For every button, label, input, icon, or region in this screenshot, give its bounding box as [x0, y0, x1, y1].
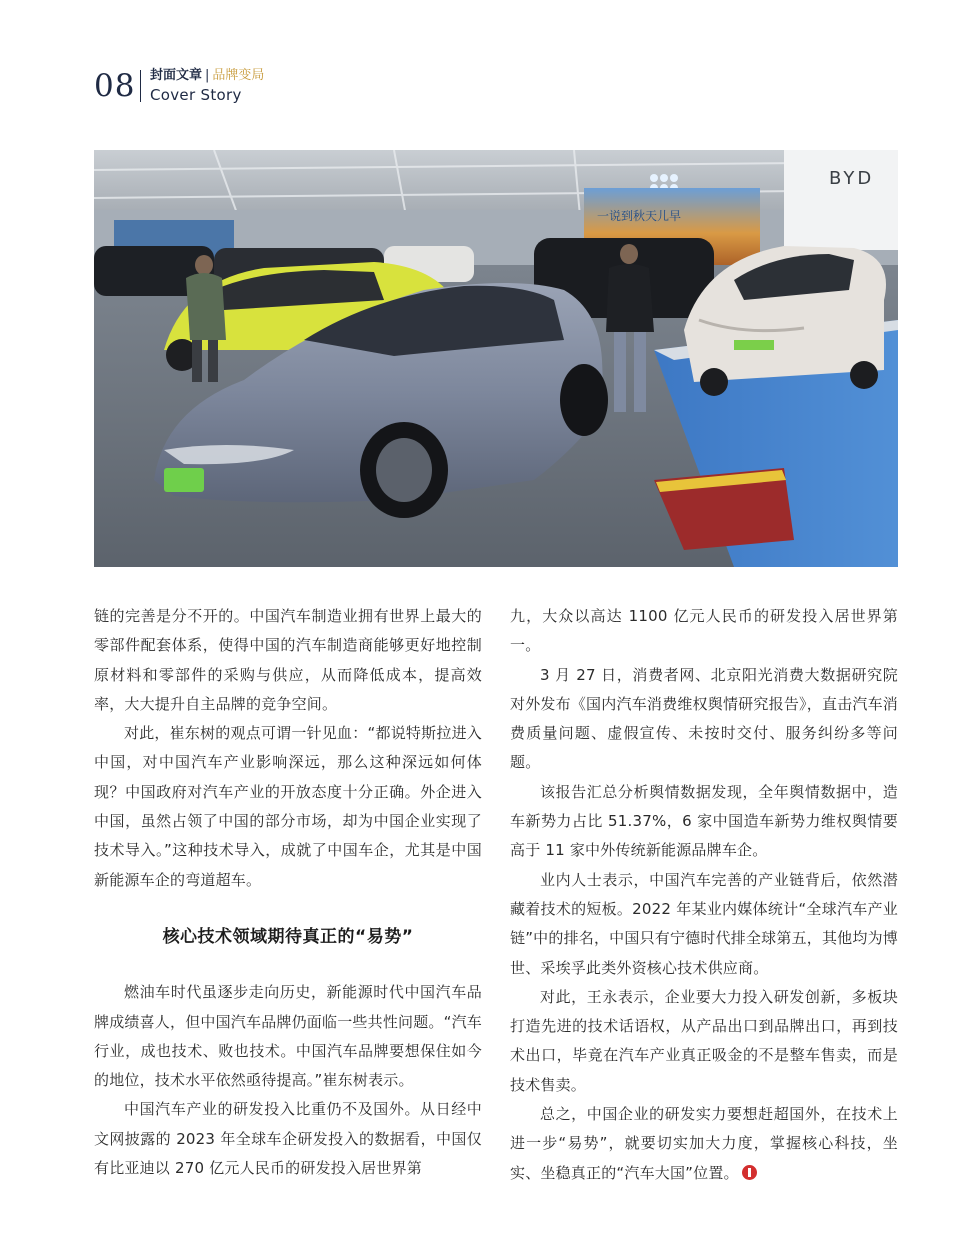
- article-photo: [94, 150, 898, 567]
- paragraph: 业内人士表示，中国汽车完善的产业链背后，依然潜藏着技术的短板。2022 年某业内媒体统计“全球汽车产业链”中的排名，中国只有宁德时代排全球第五，其他均为博世、采埃孚此类外资核心技术供应商。: [510, 870, 898, 977]
- section-separator: |: [205, 68, 210, 83]
- paragraph-text: 总之，中国企业的研发实力要想赶超国外，在技术上进一步“易势”，就要切实加大力度，掌握核心科技，坐实、坐稳真正的“汽车大国”位置。: [510, 1105, 898, 1182]
- auto-show-illustration: [94, 150, 898, 567]
- article-column-right: [510, 602, 898, 1188]
- paragraph: 链的完善是分不开的。中国汽车制造业拥有世界上最大的零部件配套体系，使得中国的汽车制造商能够更好地控制原材料和零部件的采购与供应，从而降低成本，提高效率，大大提升自主品牌的竞争空间。: [94, 607, 482, 713]
- last-paragraph: [510, 1100, 898, 1188]
- paragraph: 3 月 27 日，消费者网、北京阳光消费大数据研究院对外发布《国内汽车消费维权舆情研究报告》，直击汽车消费质量问题、虚假宣传、未按时交付、服务纠纷多等问题。: [510, 665, 898, 772]
- article-column-left: [94, 602, 482, 1183]
- paragraph: 燃油车时代虽逐步走向历史，新能源时代中国汽车品牌成绩喜人，但中国汽车品牌仍面临一些共性问题。“汽车行业，成也技术、败也技术。中国汽车品牌要想保住如今的地位，技术水平依然亟待提高。”崔东树表示。: [94, 983, 482, 1090]
- section-heading: 核心技术领域期待真正的“易势”: [162, 926, 414, 947]
- header-divider: [140, 70, 141, 102]
- page-number: 08: [94, 68, 136, 104]
- paragraph: 对此，崔东树的观点可谓一针见血：“都说特斯拉进入中国，对中国汽车产业影响深远，那么这种深远如何体现？中国政府对汽车产业的开放态度十分正确。外企进入中国，虽然占领了中国的部分市场，却为中国企业实现了技术导入。”这种技术导入，成就了中国车企，尤其是中国新能源车企的弯道超车。: [94, 724, 482, 889]
- end-mark-icon: [742, 1165, 757, 1180]
- section-category: 封面文章: [150, 68, 203, 83]
- section-label: [150, 68, 264, 84]
- paragraph: 中国汽车产业的研发投入比重仍不及国外。从日经中文网披露的 2023 年全球车企研发投入的数据看，中国仅有比亚迪以 270 亿元人民币的研发投入居世界第: [94, 1100, 482, 1178]
- paragraph: 九，大众以高达 1100 亿元人民币的研发投入居世界第一。: [510, 607, 898, 655]
- section-english-title: Cover Story: [150, 86, 242, 104]
- booth-sign: BYD: [829, 168, 875, 189]
- paragraph: 对此，王永表示，企业要大力投入研发创新，多板块打造先进的技术话语权，从产品出口到品牌出口，再到技术出口，毕竟在汽车产业真正吸金的不是整车售卖，而是技术售卖。: [510, 987, 898, 1094]
- banner-text: 一说到秋天儿早: [597, 209, 682, 223]
- paragraph: 该报告汇总分析舆情数据发现，全年舆情数据中，造车新势力占比 51.37%，6 家中国造车新势力维权舆情要高于 11 家中外传统新能源品牌车企。: [510, 782, 898, 860]
- section-subcategory: 品牌变局: [212, 68, 265, 83]
